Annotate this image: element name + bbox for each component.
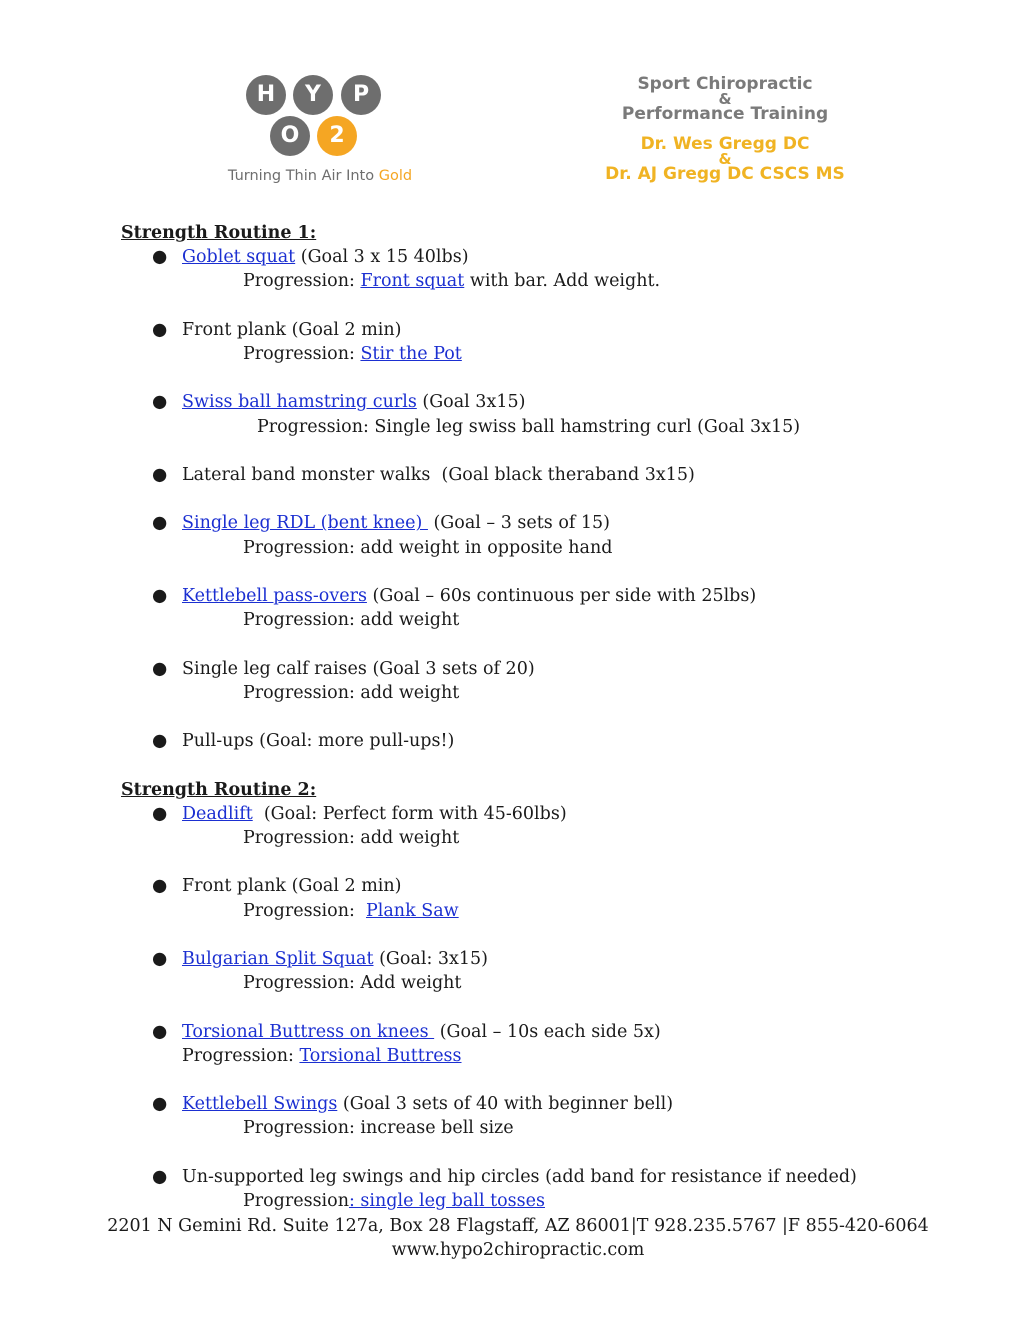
logo-circle-h: H (246, 75, 286, 115)
routine-2-title: Strength Routine 2: (121, 779, 317, 800)
clinic-line-1: Sport Chiropractic (637, 74, 813, 94)
progression-line: Progression: add weight (243, 827, 460, 848)
doctor-1: Dr. Wes Gregg DC (640, 134, 810, 154)
bulgarian-split-squat-link[interactable]: Bulgarian Split Squat (182, 948, 374, 969)
spacer (121, 560, 1001, 584)
tagline-main: Turning Thin Air Into (227, 168, 379, 184)
list-item (121, 318, 1001, 342)
page-footer (0, 1214, 1036, 1262)
bullet: ● (152, 1094, 168, 1115)
progression-rest: with bar. Add weight. (464, 271, 661, 292)
progression-line (121, 269, 1001, 293)
single-leg-ball-tosses-link[interactable]: : single leg ball tosses (348, 1190, 545, 1211)
kettlebell-swings-link[interactable]: Kettlebell Swings (182, 1094, 338, 1115)
doctor-2: Dr. AJ Gregg DC CSCS MS (605, 164, 845, 184)
spacer (121, 753, 1001, 777)
routine-1-title: Strength Routine 1: (121, 223, 317, 243)
item-text: Un-supported leg swings and hip circles (add band for resistance if needed) (182, 1166, 857, 1187)
tagline-gold: Gold (378, 168, 413, 184)
progression-label: Progression: (243, 344, 361, 364)
spacer (121, 1068, 1001, 1092)
clinic-ampersand-1: & (718, 90, 732, 108)
spacer (121, 1141, 1001, 1165)
bullet: ● (152, 731, 168, 752)
goblet-squat-link[interactable]: Goblet squat (182, 247, 296, 268)
list-item (121, 1092, 1001, 1116)
deadlift-link[interactable]: Deadlift (182, 803, 253, 824)
bullet: ● (152, 464, 168, 485)
item-goal: (Goal 3 sets of 40 with beginner bell) (337, 1094, 674, 1115)
front-squat-link[interactable]: Front squat (360, 271, 465, 292)
list-item (121, 947, 1001, 971)
item-text: Lateral band monster walks (Goal black theraband 3x15) (182, 464, 695, 485)
bullet: ● (152, 658, 168, 679)
progression-line: Progression: Add weight (243, 973, 462, 994)
kettlebell-pass-overs-link[interactable]: Kettlebell pass-overs (182, 585, 367, 606)
bullet: ● (152, 513, 168, 534)
spacer (121, 487, 1001, 511)
list-item (121, 245, 1001, 269)
progression-line (121, 342, 1001, 366)
bullet: ● (152, 585, 168, 606)
bullet: ● (152, 803, 168, 824)
spacer (121, 366, 1001, 390)
clinic-ampersand-2: & (718, 150, 732, 168)
logo-circle-o: O (270, 116, 310, 156)
plank-saw-link[interactable]: Plank Saw (366, 900, 459, 921)
item-text: Single leg calf raises (Goal 3 sets of 20) (182, 658, 535, 679)
list-item (121, 1165, 1001, 1189)
item-goal: (Goal 3x15) (416, 392, 526, 413)
footer-address: 2201 N Gemini Rd. Suite 127a, Box 28 Flagstaff, AZ 86001|T 928.235.5767 |F 855-420-6064 (107, 1216, 929, 1236)
progression-label: Progression: (243, 271, 361, 292)
bullet: ● (152, 876, 168, 897)
logo-circle-p: P (341, 75, 381, 115)
progression-label: Progression: (243, 900, 366, 921)
spacer (121, 439, 1001, 463)
clinic-header (580, 74, 870, 184)
list-item (121, 463, 1001, 487)
bullet: ● (152, 247, 168, 268)
bullet: ● (152, 319, 168, 340)
progression-line (121, 1189, 1001, 1213)
progression-line: Progression: Single leg swiss ball hamstring curl (Goal 3x15) (257, 416, 801, 437)
single-leg-rdl-link[interactable]: Single leg RDL (bent knee) (182, 513, 428, 534)
progression-label: Progression: (182, 1045, 300, 1066)
hypo2-logo (215, 70, 425, 195)
swiss-ball-hamstring-curls-link[interactable]: Swiss ball hamstring curls (182, 392, 417, 413)
item-text: Pull-ups (Goal: more pull-ups!) (182, 731, 455, 752)
bullet: ● (152, 1021, 168, 1042)
list-item (121, 511, 1001, 535)
item-text: Front plank (Goal 2 min) (182, 876, 402, 897)
routine-1-list (121, 245, 1001, 777)
torsional-buttress-knees-link[interactable]: Torsional Buttress on knees (182, 1021, 435, 1042)
stir-the-pot-link[interactable]: Stir the Pot (360, 344, 462, 364)
item-text: Front plank (Goal 2 min) (182, 319, 402, 340)
document-body (121, 221, 1001, 1213)
footer-website: www.hypo2chiropractic.com (391, 1240, 645, 1260)
progression-line: Progression: add weight (243, 682, 460, 703)
progression-line: Progression: add weight in opposite hand (243, 537, 613, 558)
spacer (121, 995, 1001, 1019)
progression-line: Progression: add weight (243, 610, 460, 631)
routine-2-list (121, 802, 1001, 1213)
logo-tagline (215, 168, 425, 184)
list-item (121, 729, 1001, 753)
item-goal: (Goal 3 x 15 40lbs) (295, 247, 469, 268)
progression-line: Progression: increase bell size (243, 1118, 514, 1139)
list-item (121, 802, 1001, 826)
progression-line (121, 899, 1001, 923)
list-item (121, 1020, 1001, 1044)
item-goal: (Goal: Perfect form with 45-60lbs) (252, 803, 567, 824)
bullet: ● (152, 392, 168, 413)
list-item (121, 390, 1001, 414)
spacer (121, 850, 1001, 874)
list-item (121, 584, 1001, 608)
spacer (121, 294, 1001, 318)
item-goal: (Goal – 10s each side 5x) (434, 1021, 661, 1042)
list-item (121, 874, 1001, 898)
progression-label: Progression (243, 1190, 349, 1211)
bullet: ● (152, 1166, 168, 1187)
bullet: ● (152, 948, 168, 969)
torsional-buttress-link[interactable]: Torsional Buttress (299, 1045, 462, 1066)
clinic-line-2: Performance Training (621, 104, 829, 124)
list-item (121, 657, 1001, 681)
spacer (121, 632, 1001, 656)
logo-circle-y: Y (293, 75, 333, 115)
progression-line (121, 1044, 1001, 1068)
logo-circle-2: 2 (317, 116, 357, 156)
spacer (121, 705, 1001, 729)
item-goal: (Goal: 3x15) (373, 948, 489, 969)
spacer (121, 923, 1001, 947)
item-goal: (Goal – 3 sets of 15) (427, 513, 611, 534)
item-goal: (Goal – 60s continuous per side with 25lbs) (366, 585, 757, 606)
